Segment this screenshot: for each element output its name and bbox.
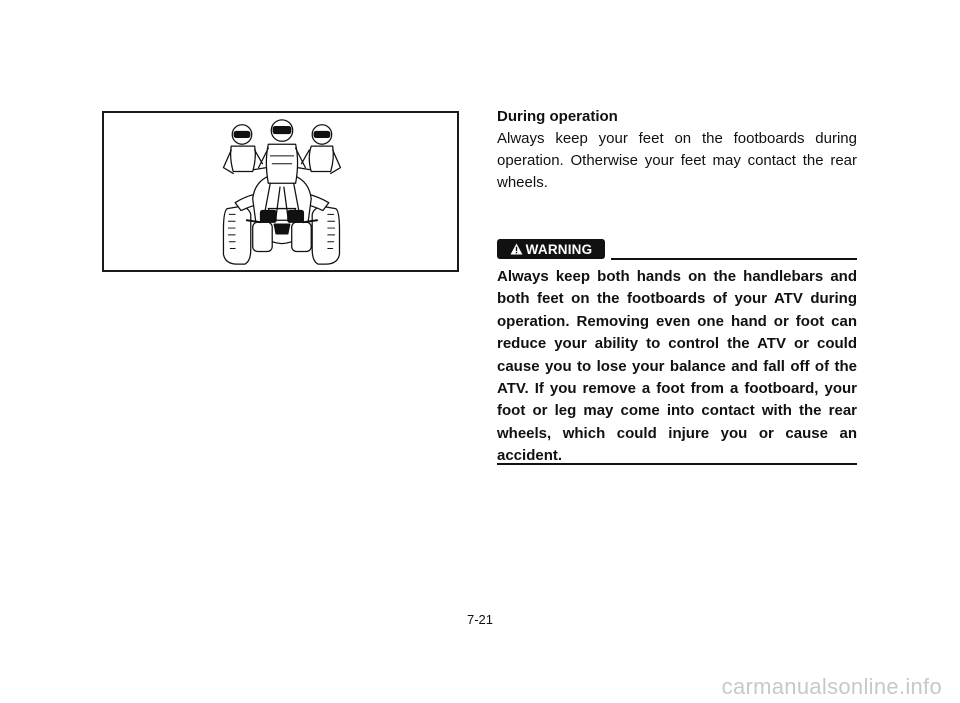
illustration-frame: [102, 111, 459, 272]
warning-header: [497, 239, 857, 261]
section-heading: During operation: [497, 108, 618, 125]
section-body: Always keep your feet on the footboards during operation. Otherwise your feet may contact the rear wheels.: [497, 130, 857, 191]
warning-triangle-icon: [510, 243, 523, 255]
page-number: 7-21: [466, 612, 494, 627]
atv-riders-illustration: [104, 113, 457, 270]
warning-text: Always keep both hands on the handlebars and both feet on the footboards of your ATV during operation. Removing even one hand or foot can reduce your ability to control the ATV or could cause you to lose your balance and fall off of the ATV. If you remove a foot from a footboard, your foot or leg may come into contact with the rear wheels, which could injure you or cause an accident.: [497, 268, 857, 465]
warning-badge: [497, 239, 605, 259]
warning-rule-bottom: [497, 463, 857, 465]
watermark: carmanualsonline.info: [721, 674, 942, 699]
warning-label: WARNING: [525, 241, 593, 257]
warning-rule-top: [611, 258, 857, 260]
operation-section: [497, 106, 857, 194]
